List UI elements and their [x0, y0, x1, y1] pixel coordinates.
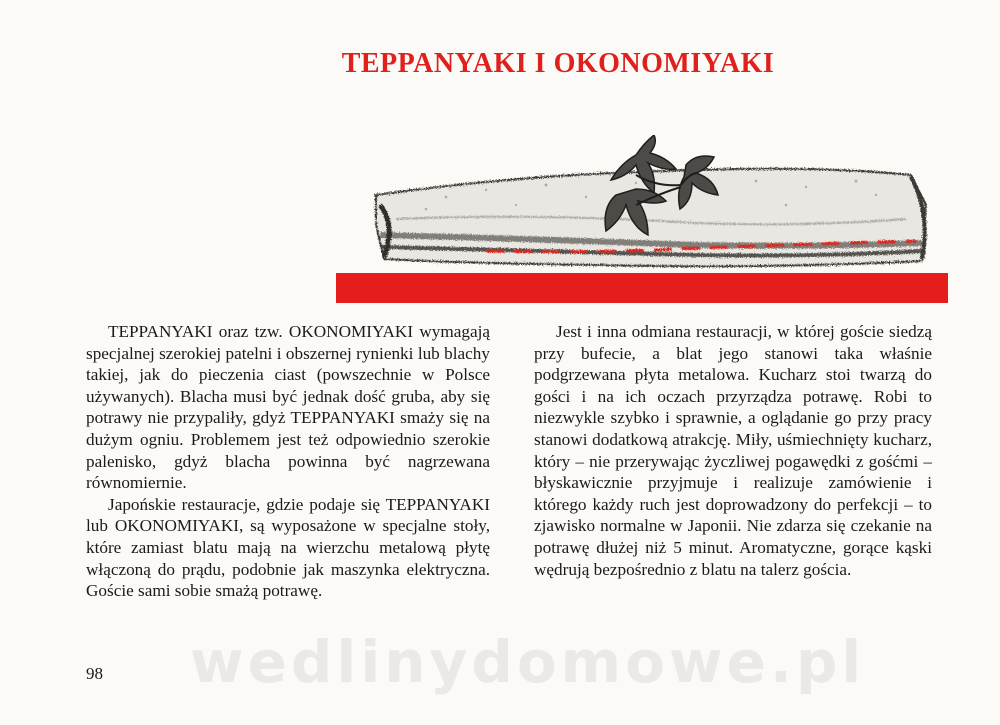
right-paragraph-1: Jest i inna odmiana restauracji, w której goście siedzą przy bufecie, a blat jego stanowi taka właśnie podgrzewana płyta metalowa. Kucharz stoi twarzą do gości i na ich oczach przyrządza potrawę. Robi to niezwykle szybko i sprawnie, a oglądanie go przy pracy stanowi dodatkową atrakcję. Miły, uśmiechnięty kucharz, który – nie przerywając życzliwej pogawędki z gośćmi – błyskawicznie przyjmuje i realizuje zamówienie i którego każdy ruch jest doprowadzony do perfekcji – to zjawisko normalne w Japonii. Nie zdarza się czekanie na potrawę dłużej niż 5 minut. Aromatyczne, gorące kąski wędrują bezpośrednio z blatu na talerz gościa.: [534, 322, 932, 579]
red-base-slab: [336, 273, 948, 303]
page-number: 98: [86, 664, 103, 683]
left-column: [86, 321, 490, 602]
left-paragraph-1: TEPPANYAKI oraz tzw. OKONOMIYAKI wymagają specjalnej szerokiej patelni i obszernej rynienki lub blachy takiej, jak do pieczenia ciast (powszechnie w Polsce używanych). Blacha musi być jednak dość gruba, aby się potrawy nie przypaliły, gdyż TEPPANYAKI smaży się na dużym ogniu. Problemem jest też odpowiednio szerokie palenisko, gdyż blacha powinna być nagrzewana równomiernie.: [86, 322, 490, 493]
watermark: wedlinydomowe.pl: [190, 628, 866, 696]
left-paragraph-2: Japońskie restauracje, gdzie podaje się TEPPANYAKI lub OKONOMIYAKI, są wyposażone w specjalne stoły, które zamiast blatu mają na wierzchu metalową płytę włączoną do prądu, podobnie jak maszynka elektryczna. Goście sami sobie smażą potrawę.: [86, 494, 490, 601]
grilled-dish-with-parsley-illustration: [336, 135, 948, 305]
page-title: TEPPANYAKI I OKONOMIYAKI: [341, 48, 775, 79]
right-column: [534, 321, 932, 580]
